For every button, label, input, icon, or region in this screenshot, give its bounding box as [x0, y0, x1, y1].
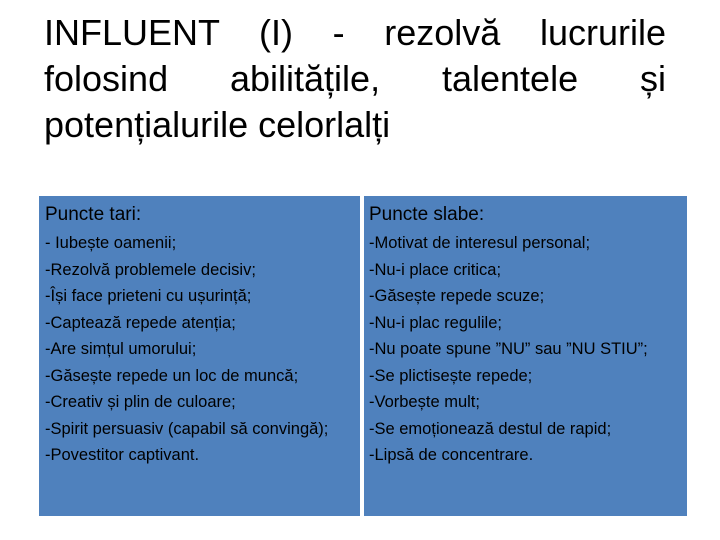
list-item: -Se emoționează destul de rapid;	[369, 419, 612, 438]
list-item: -Găsește repede un loc de muncă;	[45, 366, 299, 385]
list-item: -Nu-i plac regulile;	[369, 313, 502, 332]
list-item: -Rezolvă problemele decisiv;	[45, 260, 256, 279]
slide-title: INFLUENT (I) - rezolvă lucrurile folosind abilitățile, talentele și potențialurile celorlalți	[44, 12, 666, 145]
list-item: -Nu-i place critica;	[369, 260, 502, 279]
strengths-list	[45, 230, 360, 469]
list-item: -Se plictisește repede;	[369, 366, 533, 385]
list-item: -Creativ și plin de culoare;	[45, 393, 236, 411]
list-item: -Găsește repede scuze;	[369, 287, 545, 305]
list-item: -Captează repede atenția;	[45, 313, 236, 332]
list-item: -Motivat de interesul personal;	[369, 234, 591, 252]
list-item: -Are simțul umorului;	[45, 340, 197, 358]
strengths-column	[39, 196, 360, 516]
list-item: -Lipsă de concentrare.	[369, 446, 534, 464]
list-item: -Spirit persuasiv (capabil să convingă);	[45, 419, 329, 438]
weaknesses-list	[369, 230, 687, 469]
weaknesses-column	[364, 196, 687, 516]
strengths-header: Puncte tari:	[45, 204, 142, 225]
strengths-weaknesses-table	[39, 196, 687, 516]
list-item: -Nu poate spune ”NU” sau ”NU STIU”;	[369, 340, 648, 358]
weaknesses-header: Puncte slabe:	[369, 204, 485, 225]
list-item: -Își face prieteni cu ușurință;	[45, 287, 252, 305]
list-item: -Povestitor captivant.	[45, 446, 200, 464]
list-item: -Vorbește mult;	[369, 393, 480, 411]
list-item: - Iubește oamenii;	[45, 234, 177, 252]
